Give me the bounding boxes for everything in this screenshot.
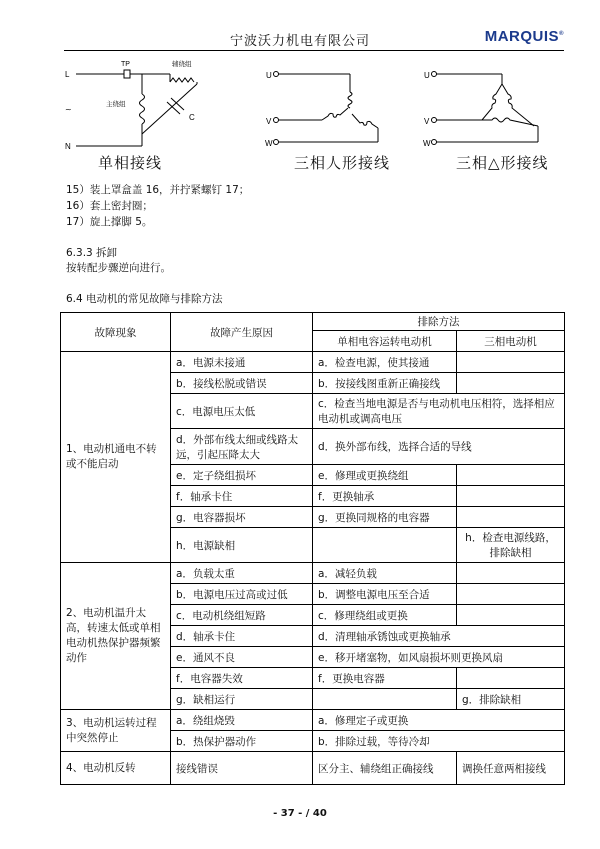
- single-remedy-cell: b．调整电源电压至合适: [313, 584, 457, 605]
- cause-cell: a．电源未接通: [171, 352, 313, 373]
- three-remedy-cell: [457, 563, 565, 584]
- star-label-V: V: [266, 117, 272, 126]
- cause-cell: a．负载太重: [171, 563, 313, 584]
- delta-diagram: [422, 64, 552, 154]
- single-remedy-cell: d．清理轴承锈蚀或更换轴承: [313, 626, 565, 647]
- step-item: 17）旋上撑脚 5。: [66, 216, 153, 228]
- cause-cell: e．定子绕组损坏: [171, 465, 313, 486]
- single-remedy-cell: [313, 528, 457, 563]
- page-number: - 37 - / 40: [273, 808, 327, 819]
- col-header-three-phase: 三相电动机: [457, 331, 565, 352]
- single-remedy-cell: 区分主、辅绕组正确接线: [313, 752, 457, 785]
- fault-table: [60, 312, 565, 785]
- three-remedy-cell: [457, 373, 565, 394]
- single-phase-caption: 单相接线: [98, 154, 163, 172]
- assembly-steps: [66, 182, 249, 230]
- col-header-remedy: 排除方法: [313, 313, 565, 331]
- single-remedy-cell: c．检查当地电源是否与电动机电压相符，选择相应电动机或调高电压: [313, 394, 565, 429]
- single-remedy-cell: e．移开堵塞物，如风扇损坏则更换风扇: [313, 647, 565, 668]
- three-remedy-cell: [457, 605, 565, 626]
- cause-cell: d．轴承卡住: [171, 626, 313, 647]
- three-remedy-cell: [457, 507, 565, 528]
- symptom-cell: 1、电动机通电不转或不能启动: [61, 352, 171, 563]
- three-remedy-cell: [457, 486, 565, 507]
- step-item: 15）装上罩盒盖 16，并拧紧螺钉 17；: [66, 184, 250, 196]
- delta-caption: 三相△形接线: [456, 154, 549, 172]
- single-remedy-cell: c．修理绕组或更换: [313, 605, 457, 626]
- single-remedy-cell: b．排除过载，等待冷却: [313, 731, 565, 752]
- symptom-cell: 4、电动机反转: [61, 752, 171, 785]
- three-remedy-cell: [457, 465, 565, 486]
- cause-cell: a．绕组烧毁: [171, 710, 313, 731]
- section-body: 按转配步骤逆向进行。: [66, 262, 171, 274]
- delta-label-U: U: [424, 71, 430, 80]
- single-remedy-cell: f．更换电容器: [313, 668, 457, 689]
- label-capacitor: C: [189, 113, 195, 122]
- single-remedy-cell: e．修理或更换绕组: [313, 465, 457, 486]
- single-remedy-cell: a．检查电源，使其接通: [313, 352, 457, 373]
- label-L: L: [65, 70, 70, 79]
- col-header-symptom: 故障现象: [61, 313, 171, 352]
- cause-cell: f．电容器失效: [171, 668, 313, 689]
- label-tp: TP: [121, 61, 130, 68]
- table-row: [61, 752, 565, 785]
- star-caption: 三相人形接线: [294, 154, 391, 172]
- star-label-U: U: [266, 71, 272, 80]
- three-remedy-cell: [457, 668, 565, 689]
- label-N: N: [65, 142, 71, 151]
- symptom-cell: 3、电动机运转过程中突然停止: [61, 710, 171, 752]
- delta-label-W: W: [423, 139, 431, 148]
- star-label-W: W: [265, 139, 273, 148]
- section-heading: 6.3.3 拆卸: [66, 247, 118, 259]
- step-item: 16）套上密封圈；: [66, 200, 153, 212]
- cause-cell: f．轴承卡住: [171, 486, 313, 507]
- company-name: 宁波沃力机电有限公司: [229, 34, 370, 49]
- single-remedy-cell: b．按接线图重新正确接线: [313, 373, 457, 394]
- cause-cell: b．接线松脱或错误: [171, 373, 313, 394]
- single-remedy-cell: d．换外部布线，选择合适的导线: [313, 429, 565, 465]
- single-remedy-cell: a．修理定子或更换: [313, 710, 565, 731]
- cause-cell: d．外部布线太细或线路太远，引起压降太大: [171, 429, 313, 465]
- header-rule: [64, 50, 564, 51]
- star-diagram: [262, 64, 392, 154]
- single-remedy-cell: g．更换同规格的电容器: [313, 507, 457, 528]
- single-phase-diagram: [62, 56, 232, 156]
- table-row: [61, 352, 565, 373]
- cause-cell: g．缺相运行: [171, 689, 313, 710]
- single-remedy-cell: a．减轻负载: [313, 563, 457, 584]
- three-remedy-cell: h．检查电源线路，排除缺相: [457, 528, 565, 563]
- cause-cell: c．电源电压太低: [171, 394, 313, 429]
- label-ac: ~: [65, 105, 72, 114]
- section-6-4-heading: 6.4 电动机的常见故障与排除方法: [66, 293, 223, 305]
- cause-cell: h．电源缺相: [171, 528, 313, 563]
- three-remedy-cell: [457, 352, 565, 373]
- single-remedy-cell: [313, 689, 457, 710]
- cause-cell: 接线错误: [171, 752, 313, 785]
- cause-cell: g．电容器损坏: [171, 507, 313, 528]
- symptom-cell: 2、电动机温升太高，转速太低或单相电动机热保护器频繁动作: [61, 563, 171, 710]
- col-header-single-phase: 单相电容运转电动机: [313, 331, 457, 352]
- table-row: [61, 710, 565, 731]
- three-remedy-cell: g．排除缺相: [457, 689, 565, 710]
- section-6-3-3: [66, 246, 171, 276]
- delta-label-V: V: [424, 117, 430, 126]
- label-main-winding: 主绕组: [106, 100, 126, 108]
- table-row: [61, 563, 565, 584]
- label-aux-winding: 辅绕组: [172, 60, 192, 68]
- single-remedy-cell: f．更换轴承: [313, 486, 457, 507]
- three-remedy-cell: 调换任意两相接线: [457, 752, 565, 785]
- marquis-logo: MARQUIS®: [484, 28, 564, 45]
- three-remedy-cell: [457, 584, 565, 605]
- cause-cell: b．热保护器动作: [171, 731, 313, 752]
- cause-cell: c．电动机绕组短路: [171, 605, 313, 626]
- cause-cell: b．电源电压过高或过低: [171, 584, 313, 605]
- cause-cell: e．通风不良: [171, 647, 313, 668]
- col-header-cause: 故障产生原因: [171, 313, 313, 352]
